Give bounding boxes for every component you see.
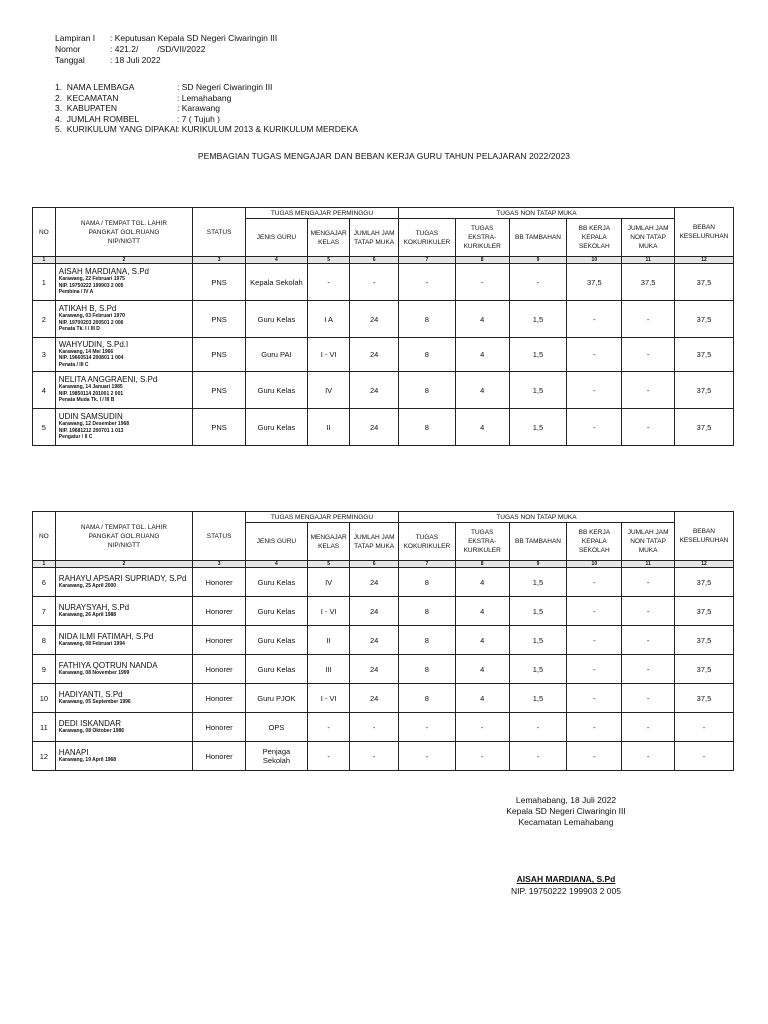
cell-status: PNS — [193, 264, 246, 301]
cell-non: - — [622, 568, 675, 597]
nip-info: NIP. 19681212 200701 1 013 — [58, 427, 124, 434]
col-num: 11 — [622, 561, 675, 568]
signatory-nip: NIP. 19750222 199903 2 005 — [511, 886, 621, 896]
cell-kelas: I - VI — [307, 597, 349, 626]
inst-label: 3. KABUPATEN — [55, 103, 118, 113]
table-row — [33, 742, 734, 771]
cell-name — [55, 568, 192, 597]
teacher-name: HADIYANTI, S.Pd — [58, 689, 123, 699]
col-num: 5 — [307, 257, 349, 264]
cell-bb: 1,5 — [509, 409, 567, 446]
cell-jam: 24 — [350, 626, 399, 655]
cell-name — [55, 742, 192, 771]
cell-kelas: - — [307, 264, 349, 301]
cell-ekstra: - — [455, 742, 509, 771]
tanggal-label: Tanggal — [55, 55, 85, 65]
cell-ekstra: 4 — [455, 684, 509, 713]
tanggal-value: : 18 Juli 2022 — [110, 55, 161, 65]
cell-kok: 8 — [398, 409, 455, 446]
cell-non: - — [622, 684, 675, 713]
cell-jam: - — [350, 264, 399, 301]
col-num: 12 — [674, 561, 733, 568]
table-row — [33, 626, 734, 655]
table-row — [33, 338, 734, 372]
inst-value: : Lemahabang — [177, 92, 232, 103]
table-row — [33, 409, 734, 446]
cell-kok: 8 — [398, 684, 455, 713]
cell-status: Honorer — [193, 684, 246, 713]
cell-non: - — [622, 742, 675, 771]
table-row — [33, 713, 734, 742]
cell-name — [55, 372, 192, 409]
cell-no: 12 — [33, 742, 56, 771]
cell-kelas: - — [307, 742, 349, 771]
header-tugas-non-tatap-muka: TUGAS NON TATAP MUKA — [398, 512, 674, 523]
cell-jam: - — [350, 742, 399, 771]
teacher-name: WAHYUDIN, S.Pd.I — [58, 339, 129, 349]
cell-status: Honorer — [193, 655, 246, 684]
table-row — [33, 655, 734, 684]
col-num: 8 — [455, 257, 509, 264]
inst-label: 2. KECAMATAN — [55, 92, 119, 103]
rank-info: Pengatur / II C — [58, 434, 93, 441]
birth-info: Karawang, 14 Mei 1966 — [58, 348, 114, 355]
cell-non: - — [622, 655, 675, 684]
header-jumlah-jam: JUMLAH JAM TATAP MUKA — [350, 219, 399, 257]
document-title: PEMBAGIAN TUGAS MENGAJAR DAN BEBAN KERJA GURU TAHUN PELAJARAN 2022/2023 — [197, 151, 571, 161]
cell-total: 37,5 — [674, 301, 733, 338]
inst-value: : Karawang — [177, 103, 220, 113]
teacher-name: FATHIYA QOTRUN NANDA — [58, 660, 158, 670]
cell-jam: 24 — [350, 655, 399, 684]
cell-bb: 1,5 — [509, 597, 567, 626]
cell-kok: - — [398, 742, 455, 771]
nomor-value: : 421.2/ /SD/VII/2022 — [110, 44, 206, 54]
header-beban: BEBAN KESELURUHAN — [674, 512, 733, 561]
header-mengajar-kelas: MENGAJAR KELAS — [307, 523, 349, 561]
cell-kelas: II — [307, 409, 349, 446]
cell-name — [55, 597, 192, 626]
header-status: STATUS — [193, 512, 246, 561]
teacher-name: DEDI ISKANDAR — [58, 718, 121, 728]
cell-bb: 1,5 — [509, 372, 567, 409]
nip-info: NIP. 19750222 199903 2 005 — [58, 282, 124, 289]
cell-non: - — [622, 338, 675, 372]
teacher-name: NURAYSYAH, S.Pd — [58, 602, 130, 612]
cell-ekstra: 4 — [455, 568, 509, 597]
cell-jam: 24 — [350, 568, 399, 597]
birth-info: Karawang, 19 April 1968 — [58, 756, 117, 763]
birth-info: Karawang, 22 Februari 1975 — [58, 276, 125, 283]
col-num: 7 — [398, 561, 455, 568]
cell-jenis: Guru Kelas — [245, 301, 307, 338]
cell-jenis: Guru Kelas — [245, 409, 307, 446]
header-bb-tambahan: BB TAMBAHAN — [509, 219, 567, 257]
col-num: 9 — [509, 257, 567, 264]
cell-non: - — [622, 409, 675, 446]
cell-no: 1 — [33, 264, 56, 301]
cell-no: 2 — [33, 301, 56, 338]
cell-bbks: - — [567, 568, 622, 597]
cell-status: PNS — [193, 301, 246, 338]
cell-ekstra: 4 — [455, 338, 509, 372]
cell-kelas: I - VI — [307, 338, 349, 372]
cell-name — [55, 409, 192, 446]
nip-info: NIP. 19660514 200801 1 004 — [58, 355, 124, 362]
column-number-row — [33, 257, 734, 264]
birth-info: Karawang, 08 Februari 1994 — [58, 640, 125, 647]
signature-place-date: Lemahabang, 18 Juli 2022 — [515, 795, 617, 805]
header-no: NO — [33, 512, 56, 561]
col-num: 2 — [55, 257, 192, 264]
cell-kok: 8 — [398, 597, 455, 626]
inst-label: 5. KURIKULUM YANG DIPAKAI — [55, 124, 178, 134]
cell-jenis: Kepala Sekolah — [245, 264, 307, 301]
cell-name — [55, 626, 192, 655]
col-num: 4 — [245, 561, 307, 568]
col-num: 11 — [622, 257, 675, 264]
cell-total: 37,5 — [674, 372, 733, 409]
header-mengajar-kelas: MENGAJAR KELAS — [307, 219, 349, 257]
teacher-name: NELITA ANGGRAENI, S.Pd — [58, 375, 158, 385]
cell-kok: 8 — [398, 626, 455, 655]
signature-role: Kepala SD Negeri Ciwaringin III — [506, 806, 626, 816]
cell-kok: 8 — [398, 655, 455, 684]
lampiran-label: Lampiran I — [55, 33, 96, 43]
col-num: 8 — [455, 561, 509, 568]
teacher-name: AISAH MARDIANA, S.Pd — [58, 267, 149, 277]
header-status: STATUS — [193, 208, 246, 257]
header-bb-tambahan: BB TAMBAHAN — [509, 523, 567, 561]
cell-kelas: III — [307, 655, 349, 684]
cell-status: PNS — [193, 372, 246, 409]
cell-no: 8 — [33, 626, 56, 655]
col-num: 1 — [33, 561, 56, 568]
cell-kelas: - — [307, 713, 349, 742]
inst-label: 4. JUMLAH ROMBEL — [55, 113, 140, 124]
birth-info: Karawang, 14 Januari 1985 — [58, 384, 123, 391]
cell-bbks: - — [567, 626, 622, 655]
cell-ekstra: 4 — [455, 372, 509, 409]
cell-bbks: - — [567, 372, 622, 409]
table-row — [33, 568, 734, 597]
cell-bbks: - — [567, 409, 622, 446]
cell-kelas: I A — [307, 301, 349, 338]
cell-jenis: Guru Kelas — [245, 597, 307, 626]
cell-total: 37,5 — [674, 684, 733, 713]
cell-bbks: - — [567, 713, 622, 742]
cell-bb: 1,5 — [509, 568, 567, 597]
cell-bb: - — [509, 742, 567, 771]
cell-status: Honorer — [193, 742, 246, 771]
header-jumlah-non: JUMLAH JAM NON TATAP MUKA — [622, 523, 675, 561]
col-num: 1 — [33, 257, 56, 264]
col-num: 9 — [509, 561, 567, 568]
cell-non: - — [622, 597, 675, 626]
cell-kelas: IV — [307, 372, 349, 409]
birth-info: Karawang, 25 April 2000 — [58, 582, 117, 589]
nomor-label: Nomor — [55, 44, 81, 54]
birth-info: Karawang, 05 September 1996 — [58, 698, 131, 705]
cell-jenis: Guru Kelas — [245, 626, 307, 655]
cell-jenis: Guru Kelas — [245, 655, 307, 684]
header-beban: BEBAN KESELURUHAN — [674, 208, 733, 257]
cell-non: - — [622, 301, 675, 338]
cell-name — [55, 264, 192, 301]
column-number-row — [33, 561, 734, 568]
col-num: 6 — [350, 257, 399, 264]
cell-status: PNS — [193, 409, 246, 446]
birth-info: Karawang, 03 Februari 1970 — [58, 313, 125, 320]
cell-name — [55, 338, 192, 372]
rank-info: Penata Muda Tk. I / III B — [58, 397, 115, 404]
cell-total: 37,5 — [674, 626, 733, 655]
cell-jenis: Guru PJOK — [245, 684, 307, 713]
col-num: 7 — [398, 257, 455, 264]
cell-bbks: - — [567, 742, 622, 771]
cell-kok: 8 — [398, 338, 455, 372]
header-jenis-guru: JENIS GURU — [245, 523, 307, 561]
teacher-name: ATIKAH B, S.Pd — [58, 304, 117, 314]
birth-info: Karawang, 08 Oktober 1986 — [58, 727, 125, 734]
cell-total: - — [674, 742, 733, 771]
inst-label: 1. NAMA LEMBAGA — [55, 82, 135, 92]
cell-bbks: - — [567, 338, 622, 372]
cell-jam: 24 — [350, 684, 399, 713]
table-row — [33, 264, 734, 301]
cell-non: - — [622, 713, 675, 742]
cell-status: Honorer — [193, 597, 246, 626]
inst-value: : KURIKULUM 2013 & KURIKULUM MERDEKA — [177, 124, 358, 134]
col-num: 3 — [193, 257, 246, 264]
header-kokurikuler: TUGAS KOKURIKULER — [398, 219, 455, 257]
cell-jam: 24 — [350, 301, 399, 338]
col-num: 10 — [567, 561, 622, 568]
birth-info: Karawang, 08 November 1999 — [58, 669, 130, 676]
cell-bbks: - — [567, 684, 622, 713]
cell-bb: 1,5 — [509, 684, 567, 713]
cell-jam: 24 — [350, 597, 399, 626]
cell-status: Honorer — [193, 713, 246, 742]
cell-no: 6 — [33, 568, 56, 597]
cell-jam: 24 — [350, 372, 399, 409]
rank-info: Pembina / IV A — [58, 289, 94, 296]
teacher-name: UDIN SAMSUDIN — [58, 412, 123, 422]
cell-ekstra: 4 — [455, 301, 509, 338]
cell-status: Honorer — [193, 568, 246, 597]
header-jumlah-non: JUMLAH JAM NON TATAP MUKA — [622, 219, 675, 257]
cell-bb: 1,5 — [509, 301, 567, 338]
header-bb-kerja: BB KERJA KEPALA SEKOLAH — [567, 523, 622, 561]
rank-info: Penata Tk. I / III D — [58, 326, 100, 333]
cell-no: 10 — [33, 684, 56, 713]
teacher-name: RAHAYU APSARI SUPRIADY, S.Pd — [58, 573, 187, 583]
table-row — [33, 684, 734, 713]
header-tugas-non-tatap-muka: TUGAS NON TATAP MUKA — [398, 208, 674, 219]
teacher-name: NIDA ILMI FATIMAH, S.Pd — [58, 631, 154, 641]
cell-jenis: Penjaga Sekolah — [245, 742, 307, 771]
teacher-name: HANAPI — [58, 747, 89, 757]
cell-total: 37,5 — [674, 338, 733, 372]
nip-info: NIP. 19700203 200501 2 006 — [58, 319, 124, 326]
cell-non: 37,5 — [622, 264, 675, 301]
header-tugas-mengajar: TUGAS MENGAJAR PERMINGGU — [245, 512, 398, 523]
col-num: 10 — [567, 257, 622, 264]
signature-district: Kecamatan Lemahabang — [518, 817, 614, 827]
cell-jam: - — [350, 713, 399, 742]
header-nama: NAMA / TEMPAT TGL. LAHIR PANGKAT GOL.RUANG NIP/NIGTT — [55, 208, 192, 257]
birth-info: Karawang, 26 April 1988 — [58, 611, 117, 618]
table-row — [33, 372, 734, 409]
table-row — [33, 301, 734, 338]
cell-bbks: - — [567, 655, 622, 684]
cell-bb: - — [509, 264, 567, 301]
lampiran-value: : Keputusan Kepala SD Negeri Ciwaringin III — [110, 33, 278, 43]
institution-info — [55, 82, 358, 135]
cell-bb: - — [509, 713, 567, 742]
cell-bb: 1,5 — [509, 338, 567, 372]
header-ekstrakurikuler: TUGAS EKSTRA-KURIKULER — [455, 523, 509, 561]
signature-block — [466, 795, 666, 828]
cell-kelas: IV — [307, 568, 349, 597]
cell-no: 5 — [33, 409, 56, 446]
cell-kelas: II — [307, 626, 349, 655]
header-bb-kerja: BB KERJA KEPALA SEKOLAH — [567, 219, 622, 257]
cell-bbks: 37,5 — [567, 264, 622, 301]
signatory-name: AISAH MARDIANA, S.Pd — [516, 874, 616, 884]
cell-name — [55, 713, 192, 742]
cell-bb: 1,5 — [509, 626, 567, 655]
cell-kok: 8 — [398, 301, 455, 338]
cell-no: 7 — [33, 597, 56, 626]
cell-jenis: Guru PAI — [245, 338, 307, 372]
cell-name — [55, 655, 192, 684]
birth-info: Karawang, 12 Desember 1968 — [58, 421, 130, 428]
cell-jam: 24 — [350, 409, 399, 446]
cell-no: 4 — [33, 372, 56, 409]
header-tugas-mengajar: TUGAS MENGAJAR PERMINGGU — [245, 208, 398, 219]
rank-info: Penata / III C — [58, 361, 89, 368]
cell-jenis: OPS — [245, 713, 307, 742]
cell-kok: - — [398, 264, 455, 301]
header-jenis-guru: JENIS GURU — [245, 219, 307, 257]
cell-name — [55, 684, 192, 713]
cell-jam: 24 — [350, 338, 399, 372]
cell-no: 3 — [33, 338, 56, 372]
table-row — [33, 597, 734, 626]
letter-header — [55, 33, 277, 66]
cell-name — [55, 301, 192, 338]
cell-kok: - — [398, 713, 455, 742]
cell-total: 37,5 — [674, 409, 733, 446]
cell-total: - — [674, 713, 733, 742]
nip-info: NIP. 19850114 201001 2 001 — [58, 390, 124, 397]
cell-non: - — [622, 372, 675, 409]
cell-jenis: Guru Kelas — [245, 568, 307, 597]
cell-total: 37,5 — [674, 568, 733, 597]
cell-no: 9 — [33, 655, 56, 684]
col-num: 6 — [350, 561, 399, 568]
cell-ekstra: 4 — [455, 597, 509, 626]
cell-bbks: - — [567, 597, 622, 626]
header-no: NO — [33, 208, 56, 257]
header-nama: NAMA / TEMPAT TGL. LAHIR PANGKAT GOL.RUANG NIP/NIGTT — [55, 512, 192, 561]
col-num: 12 — [674, 257, 733, 264]
inst-value: : SD Negeri Ciwaringin III — [177, 82, 273, 92]
cell-ekstra: - — [455, 713, 509, 742]
cell-no: 11 — [33, 713, 56, 742]
teacher-table-1 — [32, 207, 734, 446]
cell-bbks: - — [567, 301, 622, 338]
cell-non: - — [622, 626, 675, 655]
cell-total: 37,5 — [674, 264, 733, 301]
teacher-table-2 — [32, 511, 734, 771]
col-num: 5 — [307, 561, 349, 568]
cell-ekstra: 4 — [455, 409, 509, 446]
cell-ekstra: 4 — [455, 626, 509, 655]
cell-total: 37,5 — [674, 597, 733, 626]
cell-ekstra: 4 — [455, 655, 509, 684]
cell-status: Honorer — [193, 626, 246, 655]
col-num: 4 — [245, 257, 307, 264]
cell-ekstra: - — [455, 264, 509, 301]
cell-status: PNS — [193, 338, 246, 372]
cell-kelas: I - VI — [307, 684, 349, 713]
cell-kok: 8 — [398, 372, 455, 409]
inst-value: : 7 ( Tujuh ) — [177, 113, 220, 124]
cell-bb: 1,5 — [509, 655, 567, 684]
header-ekstrakurikuler: TUGAS EKSTRA-KURIKULER — [455, 219, 509, 257]
cell-kok: 8 — [398, 568, 455, 597]
cell-total: 37,5 — [674, 655, 733, 684]
col-num: 3 — [193, 561, 246, 568]
col-num: 2 — [55, 561, 192, 568]
cell-jenis: Guru Kelas — [245, 372, 307, 409]
header-kokurikuler: TUGAS KOKURIKULER — [398, 523, 455, 561]
header-jumlah-jam: JUMLAH JAM TATAP MUKA — [350, 523, 399, 561]
